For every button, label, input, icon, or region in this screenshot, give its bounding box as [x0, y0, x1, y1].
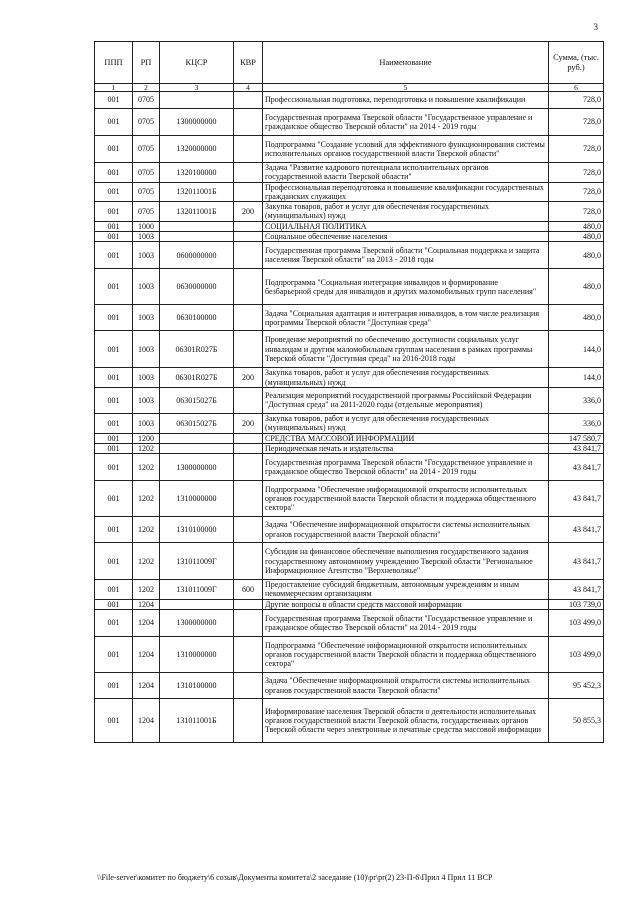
- cell-rp: 1202: [133, 543, 160, 580]
- column-number-row: [95, 84, 604, 92]
- cell-sum: 43 841,7: [549, 443, 604, 453]
- cell-rp: 1003: [133, 387, 160, 413]
- cell-ppp: 001: [95, 136, 133, 163]
- table-row: [95, 232, 604, 242]
- cell-kcsr: [160, 92, 234, 109]
- cell-kcsr: 1310100000: [160, 673, 234, 699]
- table-row: [95, 221, 604, 231]
- cell-rp: 1003: [133, 269, 160, 305]
- file-path-footer: \\File-server\комитет по бюджету\6 созыв\Документы комитета\2 заседание (10)\pr\pr(2) 23-П-6\Прил 4 Прил 11 ВСР: [97, 873, 493, 882]
- cell-rp: 1204: [133, 599, 160, 609]
- cell-kcsr: 0600000000: [160, 242, 234, 269]
- cell-kcsr: 132011001Б: [160, 182, 234, 202]
- cell-name: Закупка товаров, работ и услуг для обеспечения государственных (муниципальных) нужд: [263, 413, 549, 433]
- cell-sum: 43 841,7: [549, 517, 604, 543]
- cell-ppp: 001: [95, 443, 133, 453]
- cell-ppp: 001: [95, 413, 133, 433]
- cell-kcsr: [160, 599, 234, 609]
- cell-kcsr: 1310100000: [160, 517, 234, 543]
- table-row: [95, 202, 604, 222]
- column-number: 3: [160, 84, 234, 92]
- cell-rp: 1204: [133, 610, 160, 637]
- cell-kvr: [234, 481, 263, 517]
- cell-sum: 480,0: [549, 242, 604, 269]
- cell-kvr: [234, 269, 263, 305]
- cell-kvr: [234, 517, 263, 543]
- cell-sum: 95 452,3: [549, 673, 604, 699]
- budget-table: [94, 41, 604, 743]
- table-row: [95, 242, 604, 269]
- cell-ppp: 001: [95, 305, 133, 331]
- cell-name: Задача "Развитие кадрового потенциала исполнительных органов государственной власти Тверской области": [263, 163, 549, 183]
- cell-sum: 336,0: [549, 413, 604, 433]
- cell-kcsr: 1300000000: [160, 610, 234, 637]
- cell-kcsr: 131011009Г: [160, 580, 234, 600]
- cell-kcsr: 0630100000: [160, 305, 234, 331]
- cell-kvr: [234, 163, 263, 183]
- table-row: [95, 368, 604, 388]
- cell-sum: 103 499,0: [549, 610, 604, 637]
- cell-ppp: 001: [95, 202, 133, 222]
- cell-kcsr: 0630000000: [160, 269, 234, 305]
- cell-rp: 1202: [133, 517, 160, 543]
- cell-sum: 50 855,3: [549, 699, 604, 743]
- cell-rp: 0705: [133, 109, 160, 136]
- cell-name: Подпрограмма "Создание условий для эффективного функционирования системы исполнительных органов государственной власти Тверской области": [263, 136, 549, 163]
- cell-name: Профессиональная переподготовка и повышение квалификации государственных гражданских служащих: [263, 182, 549, 202]
- cell-sum: 43 841,7: [549, 543, 604, 580]
- cell-rp: 0705: [133, 163, 160, 183]
- table-row: [95, 331, 604, 368]
- cell-sum: 336,0: [549, 387, 604, 413]
- cell-name: Другие вопросы в области средств массовой информации: [263, 599, 549, 609]
- table-row: [95, 109, 604, 136]
- header-sum: Сумма, (тыс. руб.): [549, 42, 604, 84]
- cell-ppp: 001: [95, 673, 133, 699]
- cell-kvr: [234, 109, 263, 136]
- cell-ppp: 001: [95, 387, 133, 413]
- cell-rp: 1204: [133, 699, 160, 743]
- cell-rp: 1003: [133, 232, 160, 242]
- cell-sum: 43 841,7: [549, 454, 604, 481]
- cell-kvr: [234, 182, 263, 202]
- table-row: [95, 433, 604, 443]
- cell-name: СОЦИАЛЬНАЯ ПОЛИТИКА: [263, 221, 549, 231]
- cell-rp: 1200: [133, 433, 160, 443]
- cell-ppp: 001: [95, 92, 133, 109]
- cell-kcsr: [160, 433, 234, 443]
- cell-sum: 144,0: [549, 331, 604, 368]
- cell-rp: 1000: [133, 221, 160, 231]
- table-row: [95, 413, 604, 433]
- cell-kcsr: [160, 443, 234, 453]
- table-row: [95, 610, 604, 637]
- cell-rp: 1003: [133, 368, 160, 388]
- cell-sum: 43 841,7: [549, 481, 604, 517]
- cell-kvr: [234, 610, 263, 637]
- cell-kcsr: 1300000000: [160, 454, 234, 481]
- cell-rp: 1003: [133, 305, 160, 331]
- header-ppp: ППП: [95, 42, 133, 84]
- cell-kcsr: 132011001Б: [160, 202, 234, 222]
- cell-name: Субсидия на финансовое обеспечение выполнения государственного задания государственному автономному учреждению Тверской области "Региональное Информационное Агентство "Верхневолжье": [263, 543, 549, 580]
- cell-sum: 728,0: [549, 136, 604, 163]
- cell-rp: 1003: [133, 413, 160, 433]
- cell-name: Подпрограмма "Социальная интеграция инвалидов и формирование безбарьерной среды для инвалидов и других маломобильных групп населения": [263, 269, 549, 305]
- table-row: [95, 454, 604, 481]
- cell-rp: 0705: [133, 136, 160, 163]
- cell-rp: 0705: [133, 92, 160, 109]
- cell-rp: 1003: [133, 331, 160, 368]
- cell-kcsr: 063015027Б: [160, 413, 234, 433]
- cell-ppp: 001: [95, 368, 133, 388]
- cell-kcsr: 1310000000: [160, 481, 234, 517]
- cell-rp: 1202: [133, 481, 160, 517]
- cell-ppp: 001: [95, 637, 133, 673]
- cell-name: Реализация мероприятий государственной программы Российской Федерации "Доступная среда" на 2011-2020 годы (отдельные мероприятия): [263, 387, 549, 413]
- cell-kvr: 200: [234, 368, 263, 388]
- cell-kcsr: 06301R027Б: [160, 331, 234, 368]
- header-kvr: КВР: [234, 42, 263, 84]
- cell-ppp: 001: [95, 610, 133, 637]
- cell-kvr: [234, 673, 263, 699]
- page-number: 3: [593, 22, 598, 32]
- cell-name: Закупка товаров, работ и услуг для обеспечения государственных (муниципальных) нужд: [263, 368, 549, 388]
- table-row: [95, 699, 604, 743]
- table-row: [95, 517, 604, 543]
- table-row: [95, 387, 604, 413]
- cell-kvr: [234, 433, 263, 443]
- cell-ppp: 001: [95, 182, 133, 202]
- cell-kvr: [234, 599, 263, 609]
- cell-kvr: [234, 136, 263, 163]
- cell-name: Информирование населения Тверской области о деятельности исполнительных органов государственной власти Тверской области, государственных органов Тверской области через электронные и печатные средства массовой информации: [263, 699, 549, 743]
- cell-sum: 147 580,7: [549, 433, 604, 443]
- cell-kcsr: 063015027Б: [160, 387, 234, 413]
- cell-rp: 1202: [133, 443, 160, 453]
- table-row: [95, 673, 604, 699]
- cell-ppp: 001: [95, 232, 133, 242]
- cell-sum: 43 841,7: [549, 580, 604, 600]
- cell-name: Государственная программа Тверской области "Государственное управление и гражданское общество Тверской области" на 2014 - 2019 годы: [263, 610, 549, 637]
- table-row: [95, 136, 604, 163]
- cell-kcsr: 1300000000: [160, 109, 234, 136]
- column-number: 5: [263, 84, 549, 92]
- header-kcsr: КЦСР: [160, 42, 234, 84]
- cell-sum: 103 499,0: [549, 637, 604, 673]
- cell-name: Задача "Социальная адаптация и интеграция инвалидов, в том числе реализация программы Тверской области "Доступная среда": [263, 305, 549, 331]
- cell-ppp: 001: [95, 163, 133, 183]
- cell-name: Задача "Обеспечение информационной открытости системы исполнительных органов государственной власти Тверской области": [263, 517, 549, 543]
- cell-kcsr: 1320100000: [160, 163, 234, 183]
- cell-ppp: 001: [95, 517, 133, 543]
- cell-kcsr: 06301R027Б: [160, 368, 234, 388]
- cell-kcsr: [160, 221, 234, 231]
- column-number: 4: [234, 84, 263, 92]
- cell-kvr: [234, 232, 263, 242]
- cell-name: Государственная программа Тверской области "Государственное управление и гражданское общество Тверской области" на 2014 - 2019 годы: [263, 109, 549, 136]
- cell-rp: 1204: [133, 673, 160, 699]
- cell-rp: 1204: [133, 637, 160, 673]
- cell-kcsr: 1310000000: [160, 637, 234, 673]
- cell-name: СРЕДСТВА МАССОВОЙ ИНФОРМАЦИИ: [263, 433, 549, 443]
- cell-name: Проведение мероприятий по обеспечению доступности социальных услуг инвалидам и другим маломобильным группам населения в рамках программы Тверской области "Доступная среда" на 2016-2018 годы: [263, 331, 549, 368]
- cell-rp: 1003: [133, 242, 160, 269]
- cell-kcsr: 1320000000: [160, 136, 234, 163]
- cell-sum: 728,0: [549, 109, 604, 136]
- column-number: 1: [95, 84, 133, 92]
- table-row: [95, 182, 604, 202]
- cell-sum: 480,0: [549, 232, 604, 242]
- cell-name: Подпрограмма "Обеспечение информационной открытости исполнительных органов государственной власти Тверской области и поддержка общественного сектора": [263, 481, 549, 517]
- column-number: 2: [133, 84, 160, 92]
- cell-kvr: [234, 305, 263, 331]
- table-row: [95, 580, 604, 600]
- cell-ppp: 001: [95, 481, 133, 517]
- table-body: [95, 92, 604, 743]
- cell-ppp: 001: [95, 242, 133, 269]
- table-row: [95, 92, 604, 109]
- table-row: [95, 637, 604, 673]
- cell-ppp: 001: [95, 543, 133, 580]
- cell-ppp: 001: [95, 580, 133, 600]
- header-rp: РП: [133, 42, 160, 84]
- cell-rp: 0705: [133, 182, 160, 202]
- cell-ppp: 001: [95, 454, 133, 481]
- cell-kvr: [234, 454, 263, 481]
- cell-name: Государственная программа Тверской области "Государственное управление и гражданское общество Тверской области" на 2014 - 2019 годы: [263, 454, 549, 481]
- table-row: [95, 543, 604, 580]
- cell-kvr: 600: [234, 580, 263, 600]
- cell-sum: 728,0: [549, 92, 604, 109]
- table-row: [95, 269, 604, 305]
- cell-kvr: [234, 387, 263, 413]
- cell-rp: 1202: [133, 580, 160, 600]
- table-row: [95, 443, 604, 453]
- cell-name: Задача "Обеспечение информационной открытости системы исполнительных органов государственной власти Тверской области": [263, 673, 549, 699]
- cell-kvr: [234, 699, 263, 743]
- cell-name: Социальное обеспечение населения: [263, 232, 549, 242]
- cell-sum: 728,0: [549, 182, 604, 202]
- cell-name: Закупка товаров, работ и услуг для обеспечения государственных (муниципальных) нужд: [263, 202, 549, 222]
- cell-sum: 103 739,0: [549, 599, 604, 609]
- cell-rp: 0705: [133, 202, 160, 222]
- cell-ppp: 001: [95, 331, 133, 368]
- cell-sum: 480,0: [549, 305, 604, 331]
- table-row: [95, 481, 604, 517]
- cell-ppp: 001: [95, 699, 133, 743]
- cell-sum: 480,0: [549, 269, 604, 305]
- cell-sum: 728,0: [549, 202, 604, 222]
- cell-name: Подпрограмма "Обеспечение информационной открытости исполнительных органов государственной власти Тверской области и поддержка общественного сектора": [263, 637, 549, 673]
- cell-kvr: [234, 92, 263, 109]
- cell-ppp: 001: [95, 109, 133, 136]
- cell-name: Периодическая печать и издательства: [263, 443, 549, 453]
- cell-sum: 144,0: [549, 368, 604, 388]
- cell-ppp: 001: [95, 221, 133, 231]
- cell-ppp: 001: [95, 599, 133, 609]
- cell-kvr: 200: [234, 413, 263, 433]
- cell-name: Предоставление субсидий бюджетным, автономным учреждениям и иным некоммерческим организациям: [263, 580, 549, 600]
- cell-kvr: [234, 543, 263, 580]
- cell-sum: 480,0: [549, 221, 604, 231]
- cell-rp: 1202: [133, 454, 160, 481]
- cell-kcsr: 131011009Г: [160, 543, 234, 580]
- cell-sum: 728,0: [549, 163, 604, 183]
- cell-kvr: 200: [234, 202, 263, 222]
- table-row: [95, 305, 604, 331]
- table-header-row: [95, 42, 604, 84]
- cell-ppp: 001: [95, 269, 133, 305]
- cell-kvr: [234, 221, 263, 231]
- table-row: [95, 599, 604, 609]
- cell-kcsr: 131011001Б: [160, 699, 234, 743]
- cell-kcsr: [160, 232, 234, 242]
- cell-kvr: [234, 637, 263, 673]
- cell-name: Профессиональная подготовка, переподготовка и повышение квалификации: [263, 92, 549, 109]
- header-name: Наименование: [263, 42, 549, 84]
- cell-kvr: [234, 331, 263, 368]
- cell-kvr: [234, 443, 263, 453]
- column-number: 6: [549, 84, 604, 92]
- cell-name: Государственная программа Тверской области "Социальная поддержка и защита населения Тверской области" на 2013 - 2018 годы: [263, 242, 549, 269]
- cell-kvr: [234, 242, 263, 269]
- table-row: [95, 163, 604, 183]
- cell-ppp: 001: [95, 433, 133, 443]
